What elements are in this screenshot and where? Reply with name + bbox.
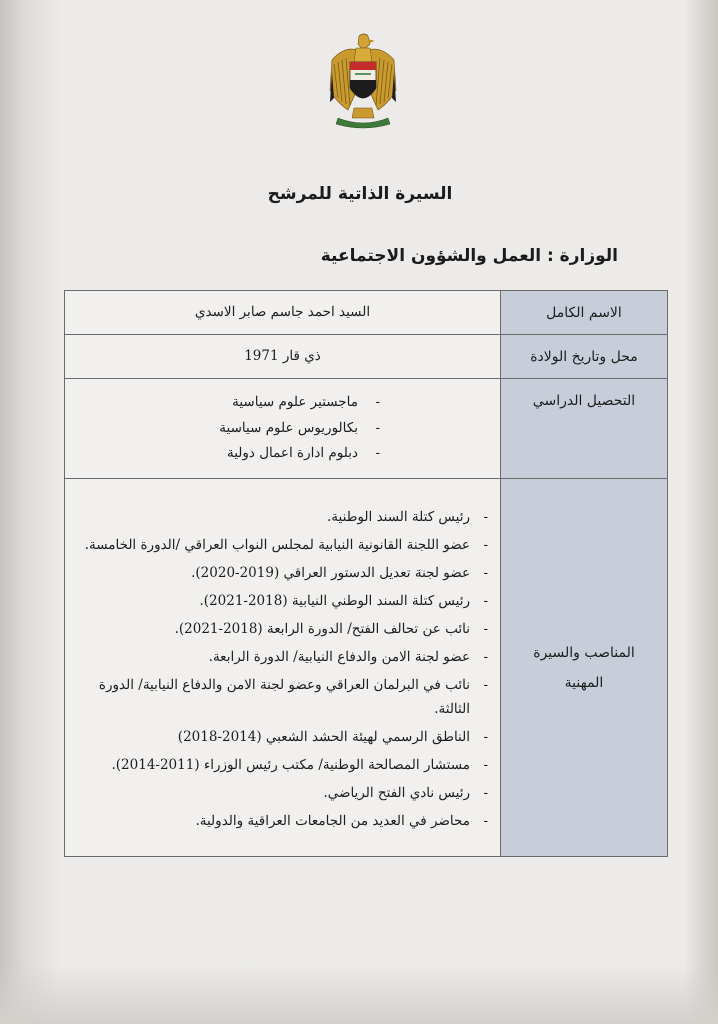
list-item: - رئيس نادي الفتح الرياضي. [81, 779, 500, 807]
iraq-emblem-icon [326, 32, 400, 132]
education-cell [65, 379, 501, 479]
career-list [81, 497, 500, 839]
ministry-heading: الوزارة : العمل والشؤون الاجتماعية [320, 246, 618, 266]
education-list [75, 390, 380, 467]
education-label: التحصيل الدراسي [501, 379, 668, 479]
list-item: -ماجستير علوم سياسية [232, 394, 380, 411]
list-item: -بكالوريوس علوم سياسية [219, 419, 380, 436]
birth-value: ذي قار 1971 [65, 335, 501, 379]
list-item: -دبلوم ادارة اعمال دولية [226, 445, 380, 462]
list-item: - عضو لجنة الامن والدفاع النيابية/ الدورة الرابعة. [81, 643, 500, 671]
cv-table [64, 290, 668, 857]
name-label: الاسم الكامل [501, 291, 668, 335]
page-edge-shadow-bottom [0, 964, 718, 1024]
career-cell [65, 479, 501, 857]
table-row [65, 479, 668, 857]
list-item: - نائب في البرلمان العراقي وعضو لجنة الامن والدفاع النيابية/ الدورة الثالثة. [81, 671, 500, 723]
list-item: - محاضر في العديد من الجامعات العراقية والدولية. [81, 807, 500, 835]
list-item: - عضو لجنة تعديل الدستور العراقي (2019-2020). [81, 559, 500, 587]
list-item: - رئيس كتلة السند الوطني النيابية (2018-2021). [81, 587, 500, 615]
list-item: - عضو اللجنة القانونية النيابية لمجلس النواب العراقي /الدورة الخامسة. [81, 531, 500, 559]
page-edge-shadow-right [684, 0, 718, 1024]
document-title: السيرة الذاتية للمرشح [267, 184, 453, 204]
page-edge-shadow-left [0, 0, 60, 1024]
list-item: - مستشار المصالحة الوطنية/ مكتب رئيس الوزراء (2011-2014). [81, 751, 500, 779]
table-row [65, 291, 668, 335]
list-item: - نائب عن تحالف الفتح/ الدورة الرابعة (2018-2021). [81, 615, 500, 643]
list-item: - رئيس كتلة السند الوطنية. [81, 503, 500, 531]
list-item: - الناطق الرسمي لهيئة الحشد الشعبي (2014-2018) [81, 723, 500, 751]
birth-label: محل وتاريخ الولادة [501, 335, 668, 379]
table-row [65, 379, 668, 479]
name-value: السيد احمد جاسم صابر الاسدي [65, 291, 501, 335]
career-label: المناصب والسيرة المهنية [501, 479, 668, 857]
table-row [65, 335, 668, 379]
